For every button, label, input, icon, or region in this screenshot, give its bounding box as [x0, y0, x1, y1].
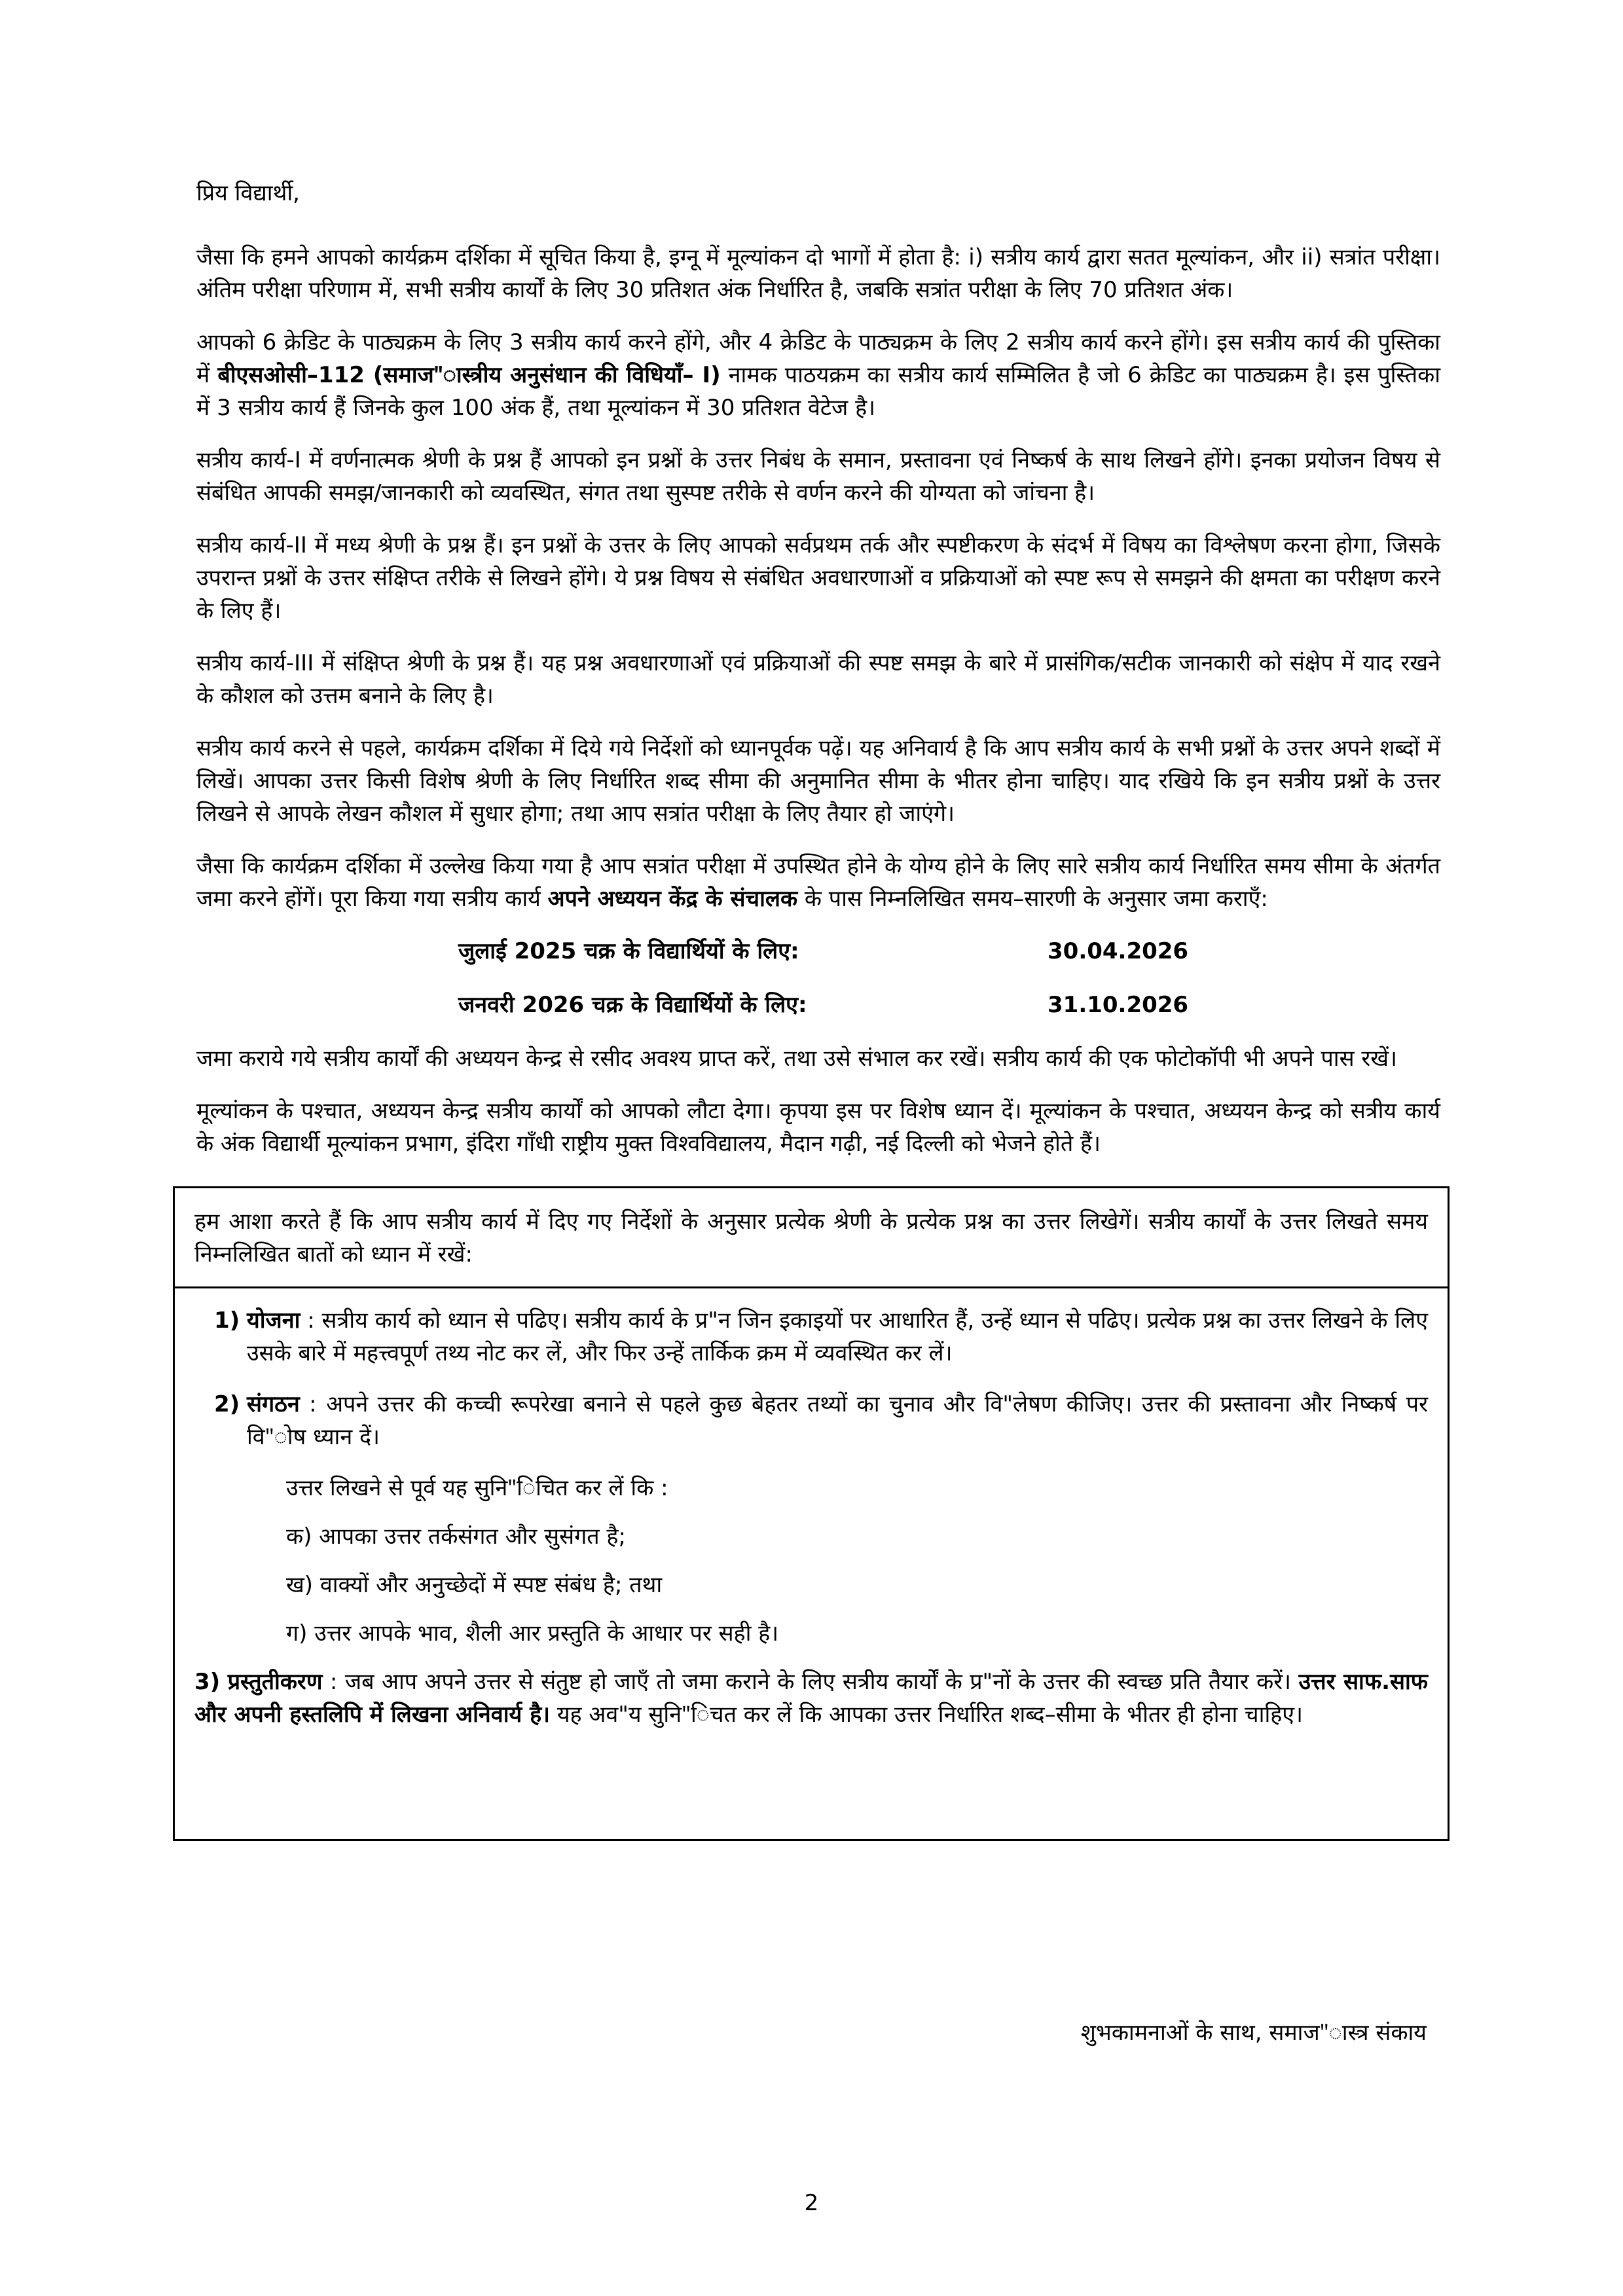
study-centre-coordinator: अपने अध्ययन केंद्र के संचालक — [547, 886, 798, 912]
guidelines-list — [175, 1288, 1448, 1731]
guideline-planning: 1) योजना : सत्रीय कार्य को ध्यान से पढिए। सत्रीय कार्य के प्र"न जिन इकाइयों पर आधारित हैं, उन्हें ध्यान से पढिए। प्रत्येक प्रश्न का उत्तर लिखने के लिए उसके बारे में महत्त्वपूर्ण तथ्य नोट कर लें, और फिर उन्हें तार्किक क्रम में व्यवस्थित कर लें। — [214, 1307, 1428, 1366]
paragraph-assignment-2: सत्रीय कार्य-II में मध्य श्रेणी के प्रश्न हैं। इन प्रश्नों के उत्तर के लिए आपको सर्वप्रथम तर्क और स्पष्टीकरण के संदर्भ में विषय का विश्लेषण करना होगा, जिसके उपरान्त प्रश्नों के उत्तर संक्षिप्त तरीके से लिखने होंगे। ये प्रश्न विषय से संबंधित अवधारणाओं व प्रक्रियाओं को स्पष्ट रूप से समझने की क्षमता का परीक्षण करने के लिए हैं। — [196, 532, 1440, 624]
guideline-organization: 2) संगठन : अपने उत्तर की कच्ची रूपरेखा बनाने से पहले कुछ बेहतर तथ्यों का चुनाव और वि"लेषण कीजिए। उत्तर की प्रस्तावना और निष्कर्ष पर वि"ोष ध्यान दें। — [214, 1391, 1428, 1450]
guidelines-box — [173, 1186, 1450, 1841]
course-title: बीएसओसी–112 (समाज"ास्त्रीय अनुसंधान की विधियाँ– I) — [217, 362, 721, 388]
page-number: 2 — [804, 2190, 819, 2216]
paragraph-after-evaluation: मूल्यांकन के पश्चात, अध्ययन केन्द्र सत्रीय कार्यों को आपको लौटा देगा। कृपया इस पर विशेष ध्यान दें। मूल्यांकन के पश्चात, अध्ययन केन्द्र को सत्रीय कार्य के अंक विद्यार्थी मूल्यांकन प्रभाग, इंदिरा गाँधी राष्ट्रीय मुक्त विश्वविद्यालय, मैदान गढ़ी, नई दिल्ली को भेजने होते हैं। — [196, 1098, 1440, 1157]
checklist-item: क) आपका उत्तर तर्कसंगत और सुसंगत है; — [286, 1523, 626, 1550]
paragraph-receipt: जमा कराये गये सत्रीय कार्यों की अध्ययन केन्द्र से रसीद अवश्य प्राप्त करें, तथा उसे संभाल कर रखें। सत्रीय कार्य की एक फोटोकॉपी भी अपने पास रखें। — [196, 1046, 1397, 1072]
guideline-presentation: 3) प्रस्तुतीकरण : जब आप अपने उत्तर से संतुष्ट हो जाएँ तो जमा कराने के लिए सत्रीय कार्यों के प्र"नों के उत्तर की स्वच्छ प्रति तैयार करें। उत्तर साफ.साफ और अपनी हस्तलिपि में लिखना अनिवार्य है। यह अव"य सुनि"िचत कर लें कि आपका उत्तर निर्धारित शब्द–सीमा के भीतर ही होना चाहिए। — [194, 1669, 1428, 1728]
paragraph-submission: जैसा कि कार्यक्रम दर्शिका में उल्लेख किया गया है आप सत्रांत परीक्षा में उपस्थित होने के योग्य होने के लिए सारे सत्रीय कार्य निर्धारित समय सीमा के अंतर्गत जमा करने होंगें। पूरा किया गया सत्रीय कार्य अपने अध्ययन केंद्र के संचालक के पास निम्नलिखित समय–सारणी के अनुसार जमा कराएँ: — [196, 853, 1440, 912]
signoff: शुभकामनाओं के साथ, समाज"ास्त्र संकाय — [1080, 2020, 1427, 2046]
date-label: जुलाई 2025 चक्र के विद्यार्थियों के लिए: — [458, 938, 799, 964]
document-body — [196, 177, 1440, 1841]
guidelines-intro: हम आशा करते हैं कि आप सत्रीय कार्य में दिए गए निर्देशों के अनुसार प्रत्येक श्रेणी के प्रत्येक प्रश्न का उत्तर लिखेगें। सत्रीय कार्यों के उत्तर लिखते समय निम्नलिखित बातों को ध्यान में रखें: — [175, 1188, 1448, 1288]
date-label: जनवरी 2026 चक्र के विद्यार्थियों के लिए: — [458, 992, 807, 1018]
date-value: 31.10.2026 — [1048, 992, 1189, 1018]
date-row — [196, 935, 1440, 968]
date-row — [196, 989, 1440, 1021]
checklist-intro: उत्तर लिखने से पूर्व यह सुनि"िचित कर लें कि : — [286, 1475, 668, 1501]
submission-dates — [196, 935, 1440, 1021]
paragraph-assignment-1: सत्रीय कार्य-I में वर्णनात्मक श्रेणी के प्रश्न हैं आपको इन प्रश्नों के उत्तर निबंध के समान, प्रस्तावना एवं निष्कर्ष के साथ लिखने होंगे। इनका प्रयोजन विषय से संबंधित आपकी समझ/जानकारी को व्यवस्थित, संगत तथा सुस्पष्ट तरीके से वर्णन करने की योग्यता को जांचना है। — [196, 447, 1440, 506]
salutation: प्रिय विद्यार्थी, — [196, 180, 300, 206]
checklist-item: ग) उत्तर आपके भाव, शैली आर प्रस्तुति के आधार पर सही है। — [286, 1620, 779, 1647]
paragraph-instructions: सत्रीय कार्य करने से पहले, कार्यक्रम दर्शिका में दिये गये निर्देशों को ध्यानपूर्वक पढ़ें। यह अनिवार्य है कि आप सत्रीय कार्य के सभी प्रश्नों के उत्तर अपने शब्दों में लिखें। आपका उत्तर किसी विशेष श्रेणी के लिए निर्धारित शब्द सीमा की अनुमानित सीमा के भीतर होना चाहिए। याद रखिये कि इन सत्रीय प्रश्नों के उत्तर लिखने से आपके लेखन कौशल में सुधार होगा; तथा आप सत्रांत परीक्षा के लिए तैयार हो जाएंगे। — [196, 735, 1440, 827]
paragraph-credits: आपको 6 क्रेडिट के पाठ्यक्रम के लिए 3 सत्रीय कार्य करने होंगे, और 4 क्रेडिट के पाठ्यक्रम के लिए 2 सत्रीय कार्य करने होंगे। इस सत्रीय कार्य की पुस्तिका में बीएसओसी–112 (समाज"ास्त्रीय अनुसंधान की विधियाँ– I) नामक पाठयक्रम का सत्रीय कार्य सम्मिलित है जो 6 क्रेडिट का पाठ्यक्रम है। इस पुस्तिका में 3 सत्रीय कार्य हैं जिनके कुल 100 अंक हैं, तथा मूल्यांकन में 30 प्रतिशत वेटेज है। — [196, 329, 1441, 421]
paragraph-evaluation: जैसा कि हमने आपको कार्यक्रम दर्शिका में सूचित किया है, इग्नू में मूल्यांकन दो भागों में होता है: i) सत्रीय कार्य द्वारा सतत मूल्यांकन, और ii) सत्रांत परीक्षा। अंतिम परीक्षा परिणाम में, सभी सत्रीय कार्यों के लिए 30 प्रतिशत अंक निर्धारित है, जबकि सत्रांत परीक्षा के लिए 70 प्रतिशत अंक। — [196, 244, 1440, 303]
paragraph-assignment-3: सत्रीय कार्य-III में संक्षिप्त श्रेणी के प्रश्न हैं। यह प्रश्न अवधारणाओं एवं प्रक्रियाओं की स्पष्ट समझ के बारे में प्रासंगिक/सटीक जानकारी को संक्षेप में याद रखने के कौशल को उत्तम बनाने के लिए है। — [196, 650, 1440, 709]
checklist-item: ख) वाक्यों और अनुच्छेदों में स्पष्ट संबंध है; तथा — [286, 1572, 663, 1598]
date-value: 30.04.2026 — [1048, 938, 1189, 964]
